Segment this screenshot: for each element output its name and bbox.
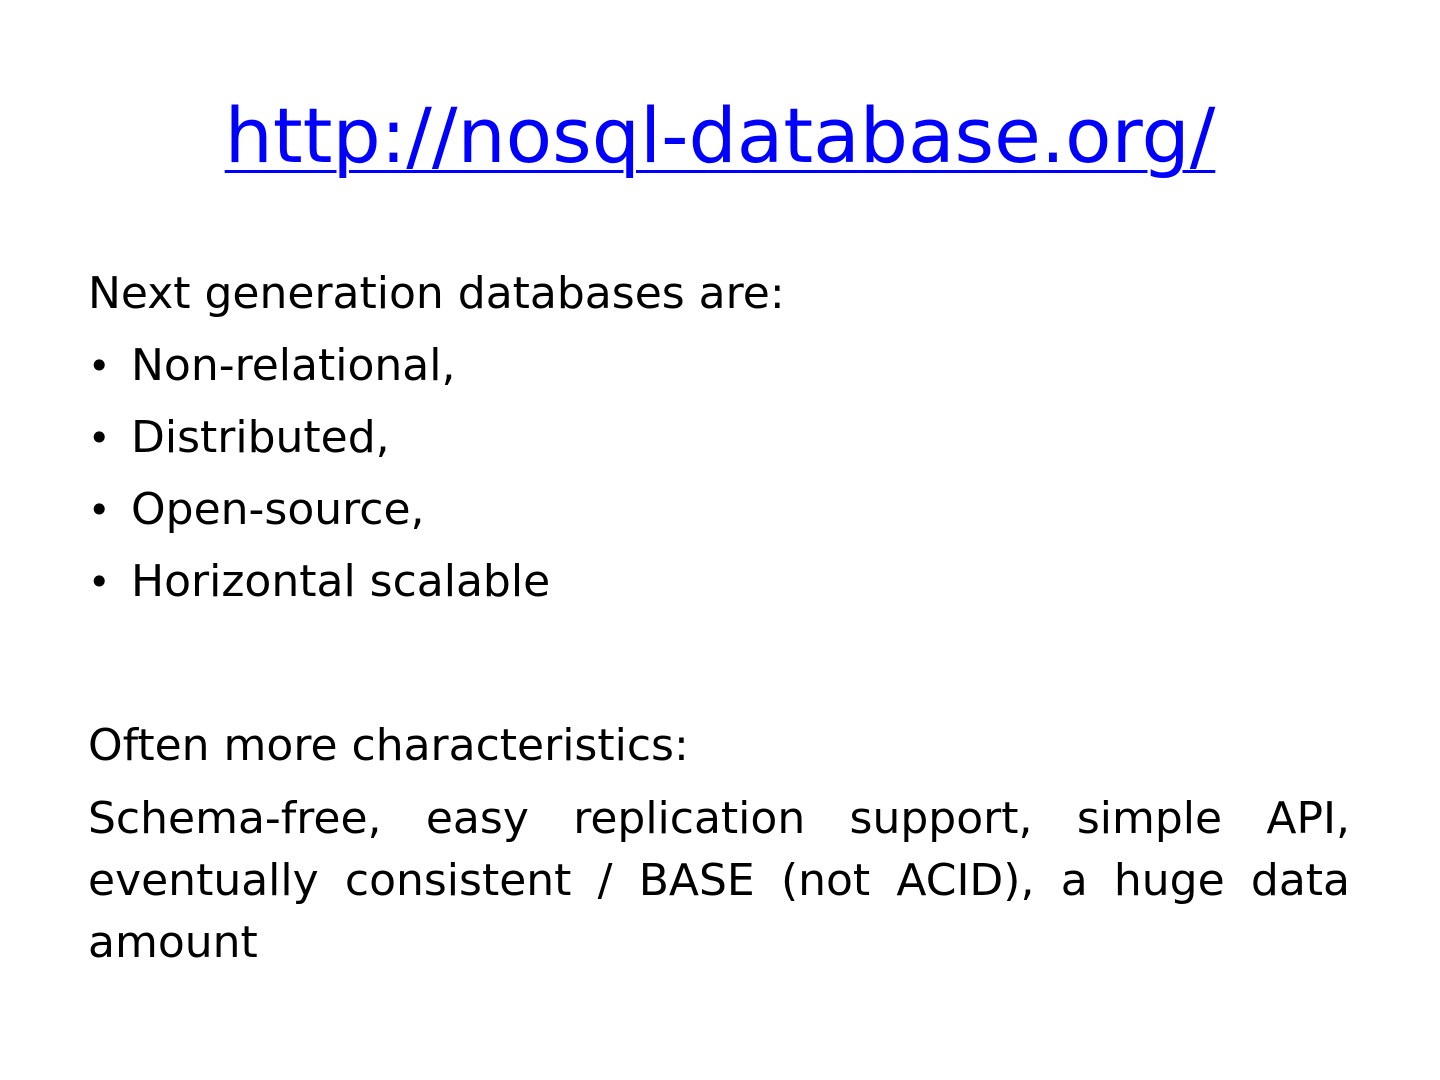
intro-text: Next generation databases are: bbox=[88, 268, 785, 319]
slide-content bbox=[88, 262, 1350, 974]
bullet-text: Open-source, bbox=[131, 484, 425, 535]
bullet-icon: • bbox=[88, 416, 111, 460]
bullet-item bbox=[88, 406, 1350, 478]
bullet-icon: • bbox=[88, 560, 111, 604]
bullet-item bbox=[88, 334, 1350, 406]
bullet-list bbox=[88, 334, 1350, 622]
bullet-icon: • bbox=[88, 488, 111, 532]
title-link[interactable]: http://nosql-database.org/ bbox=[224, 91, 1216, 180]
bullet-icon: • bbox=[88, 344, 111, 388]
bullet-item bbox=[88, 478, 1350, 550]
bullet-text: Non-relational, bbox=[131, 340, 456, 391]
characteristics-paragraph: Schema-free, easy replication support, simple API, eventually consistent / BASE (not ACID), a huge data amount bbox=[88, 793, 1350, 968]
section-heading: Often more characteristics: bbox=[88, 720, 689, 771]
title-area bbox=[0, 88, 1440, 184]
bullet-text: Distributed, bbox=[131, 412, 390, 463]
bullet-item bbox=[88, 550, 1350, 622]
bullet-text: Horizontal scalable bbox=[131, 556, 551, 607]
